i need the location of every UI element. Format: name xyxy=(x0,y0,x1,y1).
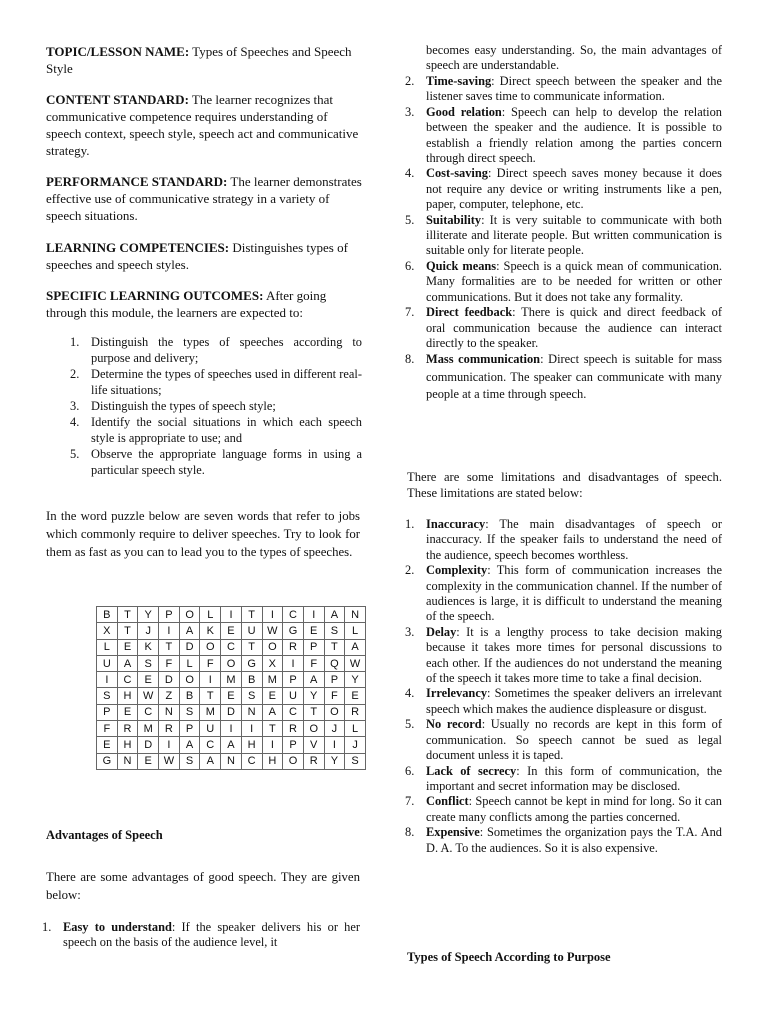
puzzle-cell: A xyxy=(179,623,200,639)
puzzle-cell: P xyxy=(179,721,200,737)
list-term: Cost-saving xyxy=(426,166,488,181)
puzzle-cell: E xyxy=(138,753,159,769)
puzzle-cell: E xyxy=(345,688,366,704)
puzzle-cell: J xyxy=(138,623,159,639)
puzzle-cell: Z xyxy=(159,688,180,704)
puzzle-row xyxy=(97,655,366,671)
content-standard-label: CONTENT STANDARD: xyxy=(46,92,189,107)
topic-value: Types of Speeches and Speech Style xyxy=(46,44,352,76)
list-number: 6. xyxy=(405,258,415,273)
puzzle-cell: S xyxy=(97,688,118,704)
puzzle-cell: S xyxy=(179,704,200,720)
puzzle-cell: F xyxy=(303,655,324,671)
puzzle-cell: A xyxy=(303,672,324,688)
puzzle-cell: P xyxy=(97,704,118,720)
puzzle-cell: O xyxy=(179,672,200,688)
competencies-paragraph xyxy=(46,239,362,273)
list-item xyxy=(405,74,722,105)
puzzle-cell: L xyxy=(200,607,221,623)
list-term: Irrelevancy xyxy=(426,686,488,701)
puzzle-cell: T xyxy=(262,721,283,737)
puzzle-cell: E xyxy=(117,704,138,720)
list-number: 2. xyxy=(405,74,415,88)
puzzle-cell: B xyxy=(97,607,118,623)
list-item xyxy=(405,213,722,259)
puzzle-cell: W xyxy=(159,753,180,769)
list-item xyxy=(405,764,722,795)
puzzle-cell: I xyxy=(97,672,118,688)
puzzle-cell: C xyxy=(117,672,138,688)
limitations-list xyxy=(405,517,722,856)
competencies-value: Distinguishes types of speeches and speech styles. xyxy=(46,240,348,272)
outcomes-list xyxy=(70,334,362,478)
list-number: 5. xyxy=(70,447,80,461)
puzzle-cell: O xyxy=(221,655,242,671)
puzzle-cell: L xyxy=(345,623,366,639)
puzzle-cell: S xyxy=(241,688,262,704)
puzzle-cell: I xyxy=(303,607,324,623)
puzzle-cell: O xyxy=(303,721,324,737)
list-text: Distinguish the types of speeches according to purpose and delivery; xyxy=(91,335,362,365)
puzzle-cell: T xyxy=(324,639,345,655)
list-number: 7. xyxy=(405,305,415,320)
puzzle-cell: R xyxy=(283,721,304,737)
puzzle-cell: S xyxy=(324,623,345,639)
puzzle-cell: U xyxy=(97,655,118,671)
list-number: 1. xyxy=(70,335,80,349)
puzzle-cell: O xyxy=(200,639,221,655)
puzzle-cell: O xyxy=(324,704,345,720)
list-number: 3. xyxy=(405,104,415,119)
list-text: : It is very suitable to communicate with both illiterate and literate people. But written communication is suitable only for literate people. xyxy=(426,212,722,258)
puzzle-cell: B xyxy=(179,688,200,704)
puzzle-cell: S xyxy=(345,753,366,769)
puzzle-cell: F xyxy=(324,688,345,704)
puzzle-row xyxy=(97,607,366,623)
list-item xyxy=(405,794,722,825)
puzzle-cell: T xyxy=(117,607,138,623)
puzzle-cell: C xyxy=(283,607,304,623)
list-item xyxy=(405,351,722,404)
puzzle-row xyxy=(97,639,366,655)
outcomes-paragraph xyxy=(46,287,362,321)
list-term: Quick means xyxy=(426,258,497,273)
puzzle-cell: B xyxy=(241,672,262,688)
puzzle-cell: Y xyxy=(138,607,159,623)
limitations-intro: There are some limitations and disadvantages of speech. These limitations are stated below: xyxy=(407,470,722,500)
list-item xyxy=(405,105,722,167)
list-item xyxy=(405,625,722,687)
puzzle-cell: I xyxy=(221,607,242,623)
list-term: Conflict xyxy=(426,794,469,809)
puzzle-cell: P xyxy=(283,737,304,753)
puzzle-cell: I xyxy=(241,721,262,737)
puzzle-cell: G xyxy=(241,655,262,671)
list-number: 1. xyxy=(42,920,52,934)
puzzle-cell: F xyxy=(159,655,180,671)
puzzle-cell: W xyxy=(138,688,159,704)
puzzle-cell: N xyxy=(241,704,262,720)
puzzle-row xyxy=(97,721,366,737)
list-item xyxy=(405,563,722,625)
list-item xyxy=(405,166,722,212)
list-text: : If the speaker delivers his or her speech on the basis of the audience level, it xyxy=(63,920,361,950)
puzzle-cell: P xyxy=(324,672,345,688)
puzzle-cell: H xyxy=(241,737,262,753)
puzzle-cell: C xyxy=(241,753,262,769)
list-text: : In this form of communication, the important and secret information may be disclosed. xyxy=(426,763,722,793)
list-term: Inaccuracy xyxy=(426,517,486,531)
puzzle-cell: Y xyxy=(324,753,345,769)
puzzle-row xyxy=(97,753,366,769)
puzzle-cell: E xyxy=(221,623,242,639)
performance-standard-paragraph xyxy=(46,173,362,224)
puzzle-cell: M xyxy=(262,672,283,688)
puzzle-cell: P xyxy=(283,672,304,688)
puzzle-cell: A xyxy=(200,753,221,769)
advantage-1-continuation: becomes easy understanding. So, the main advantages of speech are understandable. xyxy=(426,43,722,73)
puzzle-cell: A xyxy=(262,704,283,720)
list-text: : Sometimes the organization pays the T.A. And D. A. To the audiences. So it is also expensive. xyxy=(426,825,722,855)
puzzle-cell: I xyxy=(159,737,180,753)
list-item xyxy=(70,366,362,398)
list-text: Distinguish the types of speech style; xyxy=(91,399,276,413)
list-number: 5. xyxy=(405,212,415,227)
puzzle-cell: L xyxy=(345,721,366,737)
puzzle-cell: T xyxy=(303,704,324,720)
puzzle-cell: S xyxy=(179,753,200,769)
puzzle-cell: G xyxy=(283,623,304,639)
puzzle-cell: I xyxy=(324,737,345,753)
puzzle-cell: J xyxy=(345,737,366,753)
puzzle-cell: L xyxy=(179,655,200,671)
puzzle-cell: M xyxy=(200,704,221,720)
list-text: : Direct speech between the speaker and the listener saves time to communicate information. xyxy=(426,74,722,104)
advantages-title: Advantages of Speech xyxy=(46,828,163,842)
puzzle-cell: X xyxy=(262,655,283,671)
outcomes-label: SPECIFIC LEARNING OUTCOMES: xyxy=(46,288,264,303)
puzzle-cell: C xyxy=(283,704,304,720)
list-number: 7. xyxy=(405,794,415,809)
list-text: : Speech is a quick mean of communication. Many formalities are to be needed for written or other communications. But it does not take any formality. xyxy=(426,258,722,304)
puzzle-cell: E xyxy=(221,688,242,704)
puzzle-cell: D xyxy=(138,737,159,753)
list-item xyxy=(405,305,722,351)
puzzle-cell: U xyxy=(283,688,304,704)
puzzle-cell: C xyxy=(221,639,242,655)
list-term: Expensive xyxy=(426,825,480,840)
puzzle-cell: E xyxy=(138,672,159,688)
list-item xyxy=(405,517,722,563)
puzzle-cell: X xyxy=(97,623,118,639)
list-item xyxy=(405,717,722,763)
list-number: 4. xyxy=(405,166,415,181)
advantages-intro: There are some advantages of good speech. They are given below: xyxy=(46,870,360,902)
puzzle-cell: E xyxy=(262,688,283,704)
puzzle-cell: N xyxy=(345,607,366,623)
list-number: 8. xyxy=(405,352,415,367)
list-term: Delay xyxy=(426,624,457,639)
list-item xyxy=(405,686,722,717)
list-text: : Direct speech is suitable for mass communication. The speaker can communicate with many people at a time through speech. xyxy=(426,352,722,402)
list-number: 6. xyxy=(405,763,415,778)
puzzle-cell: W xyxy=(345,655,366,671)
puzzle-cell: U xyxy=(200,721,221,737)
list-text: Determine the types of speeches used in different real-life situations; xyxy=(91,367,362,397)
puzzle-cell: H xyxy=(117,688,138,704)
puzzle-row xyxy=(97,672,366,688)
puzzle-cell: F xyxy=(200,655,221,671)
puzzle-intro: In the word puzzle below are seven words that refer to jobs which commonly require to deliver speeches. Try to look for them as fast as you can to lead you to the types of speeches. xyxy=(46,509,360,559)
list-text: : Speech can help to develop the relation between the speaker and the audience. It is possible to establish a friendly relation among the parties concern through direct speech. xyxy=(426,104,722,166)
puzzle-cell: I xyxy=(262,737,283,753)
puzzle-cell: D xyxy=(179,639,200,655)
puzzle-cell: A xyxy=(324,607,345,623)
list-text: Identify the social situations in which each speech style is appropriate to use; and xyxy=(91,415,362,445)
list-text: : Speech cannot be kept in mind for long. So it can create many conflicts among the parties concerned. xyxy=(426,794,722,824)
puzzle-cell: C xyxy=(200,737,221,753)
puzzle-cell: N xyxy=(159,704,180,720)
puzzle-row xyxy=(97,704,366,720)
puzzle-cell: Q xyxy=(324,655,345,671)
list-term: No record xyxy=(426,717,482,732)
puzzle-cell: H xyxy=(262,753,283,769)
list-term: Good relation xyxy=(426,104,502,119)
puzzle-cell: T xyxy=(241,607,262,623)
content-standard-paragraph xyxy=(46,91,362,159)
puzzle-cell: L xyxy=(97,639,118,655)
topic-paragraph xyxy=(46,43,362,77)
puzzle-cell: I xyxy=(221,721,242,737)
list-number: 1. xyxy=(405,517,415,531)
list-text: : This form of communication increases the complexity in the communication channel. If the number of audiences is large, it is difficult to understand the meaning of the speech. xyxy=(426,563,722,624)
puzzle-cell: N xyxy=(117,753,138,769)
list-number: 2. xyxy=(70,367,80,381)
performance-standard-label: PERFORMANCE STANDARD: xyxy=(46,174,228,189)
list-number: 3. xyxy=(405,624,415,639)
puzzle-cell: K xyxy=(200,623,221,639)
puzzle-cell: E xyxy=(117,639,138,655)
list-term: Direct feedback xyxy=(426,305,513,320)
list-item xyxy=(70,414,362,446)
list-term: Easy to understand xyxy=(63,920,172,934)
puzzle-cell: J xyxy=(324,721,345,737)
list-text: Observe the appropriate language forms in using a particular speech style. xyxy=(91,447,362,477)
list-item xyxy=(70,398,362,414)
list-text: : Usually no records are kept in this form of communication. So speech cannot be sued as legal document unless it is taped. xyxy=(426,717,722,763)
puzzle-row xyxy=(97,688,366,704)
word-puzzle-body xyxy=(97,607,366,770)
puzzle-cell: T xyxy=(241,639,262,655)
puzzle-cell: O xyxy=(179,607,200,623)
list-term: Mass communication xyxy=(426,352,541,367)
puzzle-cell: R xyxy=(117,721,138,737)
list-number: 4. xyxy=(70,415,80,429)
puzzle-cell: E xyxy=(303,623,324,639)
list-text: : Sometimes the speaker delivers an irrelevant speech which makes the audience displeasure or disgust. xyxy=(426,686,722,716)
puzzle-cell: M xyxy=(138,721,159,737)
advantages-list-start xyxy=(42,920,360,951)
puzzle-cell: O xyxy=(262,639,283,655)
list-text: : Direct speech saves money because it does not require any device or writing instruments like a pen, paper, computer, telephone, etc. xyxy=(426,166,722,212)
puzzle-cell: R xyxy=(303,753,324,769)
puzzle-cell: I xyxy=(262,607,283,623)
puzzle-cell: A xyxy=(117,655,138,671)
puzzle-cell: Y xyxy=(303,688,324,704)
puzzle-cell: H xyxy=(117,737,138,753)
puzzle-cell: K xyxy=(138,639,159,655)
puzzle-cell: C xyxy=(138,704,159,720)
puzzle-cell: R xyxy=(159,721,180,737)
puzzle-cell: A xyxy=(179,737,200,753)
content-standard-value: The learner recognizes that communicative competence requires understanding of speech context, speech style, speech act and communicative strategy. xyxy=(46,92,359,158)
puzzle-cell: D xyxy=(159,672,180,688)
list-number: 4. xyxy=(405,686,415,701)
puzzle-cell: R xyxy=(283,639,304,655)
list-item xyxy=(405,825,722,856)
list-item xyxy=(405,259,722,305)
competencies-label: LEARNING COMPETENCIES: xyxy=(46,240,230,255)
puzzle-cell: T xyxy=(159,639,180,655)
word-puzzle-grid xyxy=(96,606,366,770)
list-term: Lack of secrecy xyxy=(426,763,517,778)
puzzle-cell: I xyxy=(283,655,304,671)
outcomes-value: After going through this module, the learners are expected to: xyxy=(46,288,327,320)
puzzle-cell: T xyxy=(117,623,138,639)
list-number: 2. xyxy=(405,563,415,578)
puzzle-cell: N xyxy=(221,753,242,769)
puzzle-cell: A xyxy=(345,639,366,655)
advantages-list xyxy=(405,74,722,404)
puzzle-cell: S xyxy=(138,655,159,671)
puzzle-cell: E xyxy=(97,737,118,753)
topic-label: TOPIC/LESSON NAME: xyxy=(46,44,190,59)
puzzle-row xyxy=(97,737,366,753)
puzzle-cell: Y xyxy=(345,672,366,688)
puzzle-cell: V xyxy=(303,737,324,753)
puzzle-cell: D xyxy=(221,704,242,720)
list-text: : There is quick and direct feedback of oral communication because the audience can interact directly to the speaker. xyxy=(426,305,722,350)
list-text: : It is a lengthy process to take decision making because it takes more times for personal discussions to each other. If the audiences do not understand the meaning of the speech it takes more time to take a final decision. xyxy=(426,624,722,686)
list-item xyxy=(70,446,362,478)
list-term: Suitability xyxy=(426,212,482,227)
types-of-speech-title: Types of Speech According to Purpose xyxy=(407,950,611,964)
list-item xyxy=(70,334,362,366)
list-number: 5. xyxy=(405,717,415,732)
puzzle-cell: I xyxy=(159,623,180,639)
list-term: Time-saving xyxy=(426,74,492,88)
puzzle-cell: A xyxy=(221,737,242,753)
list-number: 3. xyxy=(70,399,80,413)
puzzle-cell: P xyxy=(303,639,324,655)
puzzle-cell: P xyxy=(159,607,180,623)
puzzle-row xyxy=(97,623,366,639)
puzzle-cell: W xyxy=(262,623,283,639)
puzzle-cell: F xyxy=(97,721,118,737)
list-term: Complexity xyxy=(426,563,488,578)
puzzle-cell: G xyxy=(97,753,118,769)
puzzle-cell: O xyxy=(283,753,304,769)
puzzle-cell: M xyxy=(221,672,242,688)
list-text: : The main disadvantages of speech or inaccuracy. If the speaker fails to understand the need of the audience, speech becomes worthless. xyxy=(426,517,722,562)
puzzle-cell: U xyxy=(241,623,262,639)
puzzle-cell: I xyxy=(200,672,221,688)
puzzle-cell: R xyxy=(345,704,366,720)
list-item xyxy=(42,920,360,951)
list-number: 8. xyxy=(405,825,415,840)
performance-standard-value: The learner demonstrates effective use of communicative strategy in a variety of speech situations. xyxy=(46,174,362,223)
puzzle-cell: T xyxy=(200,688,221,704)
